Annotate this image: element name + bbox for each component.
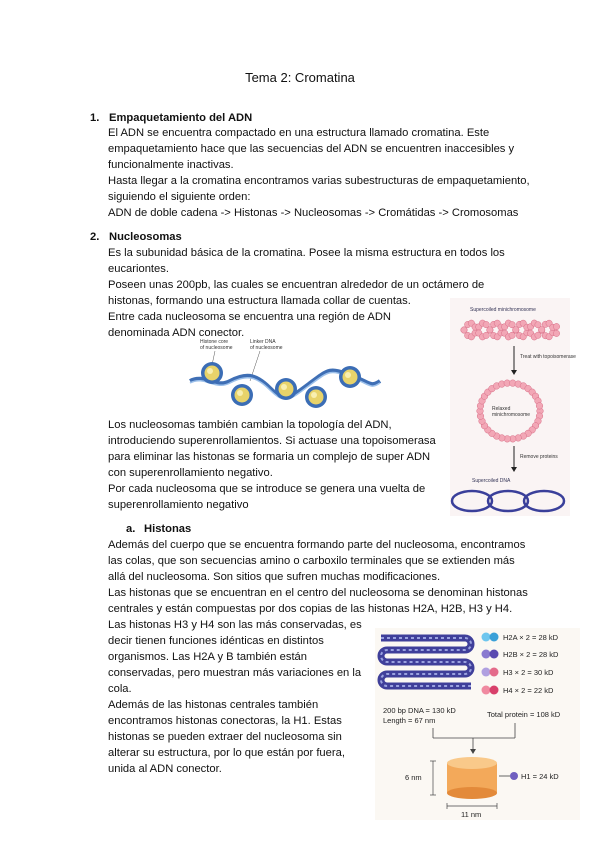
section-1-title: Empaquetamiento del ADN <box>109 112 253 124</box>
coil-bead <box>553 323 559 329</box>
h1-mass-label: H1 = 24 kD <box>521 772 559 781</box>
text-line: Además del cuerpo que se encuentra formando parte del nucleosoma, encontramos <box>108 539 526 551</box>
legend-h2b <box>482 650 560 660</box>
text-line: decir tienen funciones idénticas en distintos <box>108 635 324 647</box>
nucleosome-bead <box>201 362 223 384</box>
text-line: cola. <box>108 683 132 695</box>
supercoil-bottom-label: Supercoiled DNA <box>472 478 511 484</box>
width-label: 11 nm <box>461 810 482 819</box>
text-line: histonas se pueden extraer del nucleosoma sin <box>108 731 342 743</box>
histone-composition-figure <box>375 628 580 820</box>
section-2-heading <box>90 229 182 245</box>
section-2-body-b <box>108 417 436 513</box>
nucleosome-bead <box>231 384 253 406</box>
text-line: centrales y están compuestas por dos copias de las histonas H2A, H2B, H3 y H4. <box>108 603 513 615</box>
text-line: Los nucleosomas también cambian la topología del ADN, <box>108 419 392 431</box>
text-line: funcionalmente inactivas. <box>108 159 234 171</box>
legend-h4 <box>482 686 555 696</box>
text-line: unida al ADN conector. <box>108 763 222 775</box>
beads-on-string-figure <box>190 333 380 413</box>
nucleosome-bead <box>275 378 297 400</box>
coil-bead <box>461 327 467 333</box>
nucleosome-bead <box>305 386 327 408</box>
text-line: eucariontes. <box>108 263 169 275</box>
section-1-body <box>108 125 530 221</box>
text-line: Hasta llegar a la cromatina encontramos varias subestructuras de empaquetamiento, <box>108 175 530 187</box>
ring-bead <box>536 403 543 410</box>
subsection-a-number: a. <box>126 523 136 535</box>
label-linker-line2: of nucleosome <box>250 345 283 351</box>
svg-text:H2B × 2 = 28 kD: H2B × 2 = 28 kD <box>503 650 559 659</box>
subsection-a-title: Histonas <box>144 523 192 535</box>
text-line: allá del nucleosoma. Son sitios que sufren muchas modificaciones. <box>108 571 441 583</box>
nucleosome-cylinder <box>447 757 497 799</box>
section-2-number: 2. <box>90 231 100 243</box>
total-protein-label: Total protein = 108 kD <box>487 710 561 719</box>
label-core-line2: of nucleosome <box>200 345 233 351</box>
text-line: Las histonas H3 y H4 son las más conservadas, es <box>108 619 362 631</box>
label-core-line1: Histone core <box>200 339 229 345</box>
text-line: denominada ADN conector. <box>108 327 245 339</box>
coil-bead <box>553 330 559 336</box>
supercoil-step2-label: Remove proteins <box>520 454 558 460</box>
text-line: El ADN se encuentra compactado en una estructura llamado cromatina. Este <box>108 127 490 139</box>
text-line: Por cada nucleosoma que se introduce se genera una vuelta de <box>108 483 426 495</box>
supercoil-top-label: Supercoiled minichromosome <box>470 307 536 313</box>
coil-bead <box>487 327 493 333</box>
text-line: Poseen unas 200pb, las cuales se encuentran alrededor de un octámero de <box>108 279 485 291</box>
section-2-title: Nucleosomas <box>109 231 182 243</box>
text-line: para eliminar las histonas se formaria un complejo de super ADN <box>108 451 431 463</box>
figure-label-linker <box>250 339 283 351</box>
svg-text:H4 × 2 = 22 kD: H4 × 2 = 22 kD <box>503 686 554 695</box>
nucleosome-bead <box>339 366 361 388</box>
text-line: Las histonas que se encuentran en el centro del nucleosoma se denominan histonas <box>108 587 528 599</box>
text-line: histonas, formando una estructura llamada collar de cuentas. <box>108 295 411 307</box>
section-1-number: 1. <box>90 112 100 124</box>
page-title: Tema 2: Cromatina <box>245 70 355 85</box>
section-2-body-a <box>108 245 505 341</box>
text-line: Es la subunidad básica de la cromatina. Posee la misma estructura en todos los <box>108 247 505 259</box>
legend-h3 <box>482 668 555 678</box>
dna-length-label: Length = 67 nm <box>383 716 436 725</box>
subsection-a-heading <box>126 521 191 537</box>
supercoiling-figure <box>450 298 576 516</box>
text-line: conservadas, pero muestran más variaciones en la <box>108 667 362 679</box>
label-linker-line1: Linker DNA <box>250 339 276 345</box>
text-line: Además de las histonas centrales también <box>108 699 319 711</box>
text-line: ADN de doble cadena -> Histonas -> Nucleosomas -> Cromátidas -> Cromosomas <box>108 207 519 219</box>
h1-histone-icon <box>510 772 518 780</box>
subsection-a-body-narrow <box>108 617 362 777</box>
text-line: organismos. Las H2A y B también están <box>108 651 307 663</box>
text-line: las colas, que son secuencias amino o carboxilo terminales que se extienden más <box>108 555 515 567</box>
subsection-a-body-full <box>108 537 528 617</box>
text-line: siguiendo el siguiente orden: <box>108 191 251 203</box>
figure-label-core <box>200 339 233 351</box>
text-line: superenrollamiento negativo <box>108 499 249 511</box>
text-line: empaquetamiento hace que las secuencias del ADN se encuentren inaccesibles y <box>108 143 515 155</box>
supercoil-step1-label: Treat with topoisomerase <box>520 354 576 360</box>
text-line: Entre cada nucleosoma se encuentra una región de ADN <box>108 311 391 323</box>
section-1-heading <box>90 110 252 126</box>
legend-h2a <box>482 633 559 643</box>
svg-text:H3 × 2 = 30 kD: H3 × 2 = 30 kD <box>503 668 554 677</box>
relaxed-label-line2: minichromosome <box>492 412 531 418</box>
coil-bead <box>513 327 519 333</box>
text-line: introduciendo superenrollamientos. Si actuase una topoisomerasa <box>108 435 436 447</box>
relaxed-label-line1: Relaxed <box>492 406 511 412</box>
text-line: encontramos histonas conectoras, la H1. Estas <box>108 715 342 727</box>
text-line: alterar su estructura, por lo que están por fuera, <box>108 747 345 759</box>
svg-text:H2A × 2 = 28 kD: H2A × 2 = 28 kD <box>503 633 559 642</box>
dna-mass-label: 200 bp DNA = 130 kD <box>383 706 456 715</box>
height-label: 6 nm <box>405 773 422 782</box>
text-line: con superenrollamiento negativo. <box>108 467 273 479</box>
